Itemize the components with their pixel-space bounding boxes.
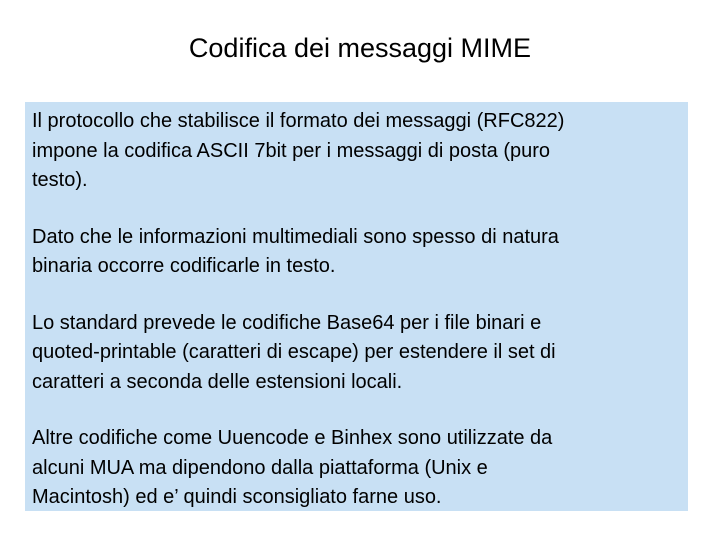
paragraph-rfc822: Il protocollo che stabilisce il formato dei messaggi (RFC822) impone la codifica ASCII 7bit per i messaggi di posta (puro testo).: [32, 110, 565, 191]
paragraph-other-encodings: Altre codifiche come Uuencode e Binhex sono utilizzate da alcuni MUA ma dipendono dalla piattaforma (Unix e Macintosh) ed e’ quindi sconsigliato farne uso.: [32, 427, 553, 508]
paragraph-binary-data: Dato che le informazioni multimediali sono spesso di natura binaria occorre codificarle in testo.: [32, 225, 559, 277]
paragraph-base64: Lo standard prevede le codifiche Base64 per i file binari e quoted-printable (caratteri di escape) per estendere il set di caratteri a seconda delle estensioni locali.: [32, 311, 556, 393]
content-box: [25, 102, 688, 511]
slide-title: Codifica dei messaggi MIME: [188, 33, 532, 63]
